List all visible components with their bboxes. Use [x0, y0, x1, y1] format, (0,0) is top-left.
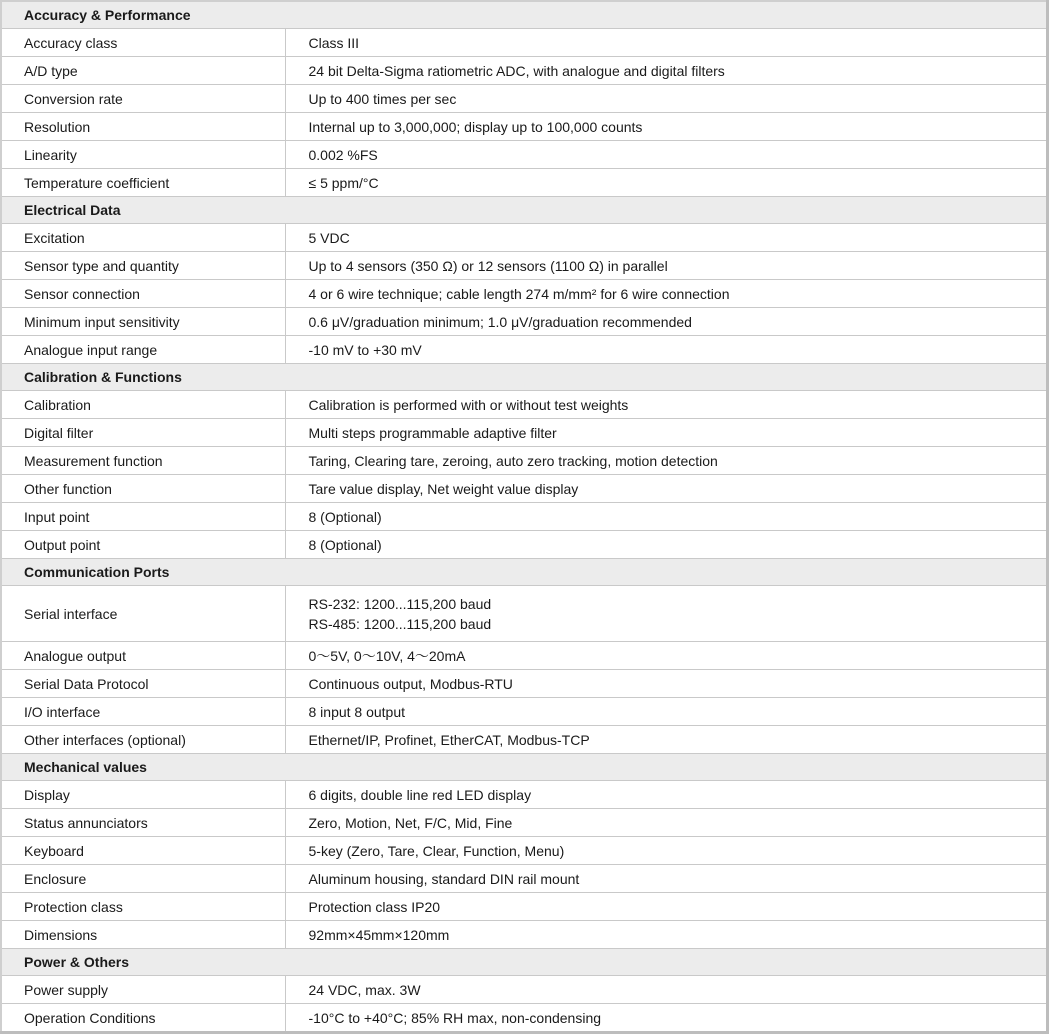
table-row — [1, 670, 1047, 698]
table-row — [1, 531, 1047, 559]
spec-value: 0.6 μV/graduation minimum; 1.0 μV/graduation recommended — [285, 308, 1047, 336]
spec-value: Class III — [285, 29, 1047, 57]
spec-label: Analogue input range — [1, 336, 285, 364]
spec-label: Temperature coefficient — [1, 169, 285, 197]
table-row — [1, 586, 1047, 642]
spec-label: Other function — [1, 475, 285, 503]
table-row — [1, 29, 1047, 57]
spec-value: 4 or 6 wire technique; cable length 274 m/mm² for 6 wire connection — [285, 280, 1047, 308]
spec-label: Serial Data Protocol — [1, 670, 285, 698]
spec-value: ≤ 5 ppm/°C — [285, 169, 1047, 197]
spec-label: Accuracy class — [1, 29, 285, 57]
section-header-accuracy-performance — [1, 1, 1047, 29]
spec-label: Protection class — [1, 893, 285, 921]
spec-label: Digital filter — [1, 419, 285, 447]
spec-label: Power supply — [1, 976, 285, 1004]
spec-value: 8 (Optional) — [285, 531, 1047, 559]
spec-label: Excitation — [1, 224, 285, 252]
spec-label: Enclosure — [1, 865, 285, 893]
table-row — [1, 809, 1047, 837]
spec-value: Calibration is performed with or without test weights — [285, 391, 1047, 419]
section-title: Power & Others — [1, 949, 1047, 976]
section-header-electrical-data — [1, 197, 1047, 224]
spec-label: Display — [1, 781, 285, 809]
table-row — [1, 837, 1047, 865]
spec-value: -10 mV to +30 mV — [285, 336, 1047, 364]
spec-value: Aluminum housing, standard DIN rail mount — [285, 865, 1047, 893]
spec-value: Tare value display, Net weight value display — [285, 475, 1047, 503]
spec-value: Protection class IP20 — [285, 893, 1047, 921]
section-title: Calibration & Functions — [1, 364, 1047, 391]
table-row — [1, 113, 1047, 141]
spec-value: Internal up to 3,000,000; display up to 100,000 counts — [285, 113, 1047, 141]
spec-label: Resolution — [1, 113, 285, 141]
section-title: Communication Ports — [1, 559, 1047, 586]
table-row — [1, 781, 1047, 809]
table-row — [1, 419, 1047, 447]
spec-value: Continuous output, Modbus-RTU — [285, 670, 1047, 698]
spec-label: Keyboard — [1, 837, 285, 865]
spec-value: 8 (Optional) — [285, 503, 1047, 531]
table-row — [1, 85, 1047, 113]
spec-label: Other interfaces (optional) — [1, 726, 285, 754]
spec-label: Measurement function — [1, 447, 285, 475]
spec-label: Operation Conditions — [1, 1004, 285, 1033]
table-row — [1, 336, 1047, 364]
table-row — [1, 475, 1047, 503]
spec-value-line: RS-485: 1200...115,200 baud — [308, 615, 492, 632]
section-title: Accuracy & Performance — [1, 1, 1047, 29]
table-row — [1, 280, 1047, 308]
spec-label: I/O interface — [1, 698, 285, 726]
spec-value: Multi steps programmable adaptive filter — [285, 419, 1047, 447]
table-row — [1, 726, 1047, 754]
table-row — [1, 893, 1047, 921]
spec-value-line: RS-232: 1200...115,200 baud — [308, 595, 492, 612]
table-row — [1, 976, 1047, 1004]
spec-value: 92mm×45mm×120mm — [285, 921, 1047, 949]
spec-value: 0～5V, 0～10V, 4～20mA — [285, 642, 1047, 670]
spec-value: Up to 400 times per sec — [285, 85, 1047, 113]
spec-value: 24 VDC, max. 3W — [285, 976, 1047, 1004]
spec-label: Sensor connection — [1, 280, 285, 308]
spec-value: Zero, Motion, Net, F/C, Mid, Fine — [285, 809, 1047, 837]
spec-label: Output point — [1, 531, 285, 559]
spec-label: Input point — [1, 503, 285, 531]
spec-value: Taring, Clearing tare, zeroing, auto zero tracking, motion detection — [285, 447, 1047, 475]
spec-value: 5-key (Zero, Tare, Clear, Function, Menu) — [285, 837, 1047, 865]
table-row — [1, 169, 1047, 197]
spec-label: Serial interface — [1, 586, 285, 642]
spec-label: Minimum input sensitivity — [1, 308, 285, 336]
spec-label: Conversion rate — [1, 85, 285, 113]
spec-value: Up to 4 sensors (350 Ω) or 12 sensors (1100 Ω) in parallel — [285, 252, 1047, 280]
table-row — [1, 503, 1047, 531]
spec-value: 24 bit Delta-Sigma ratiometric ADC, with analogue and digital filters — [285, 57, 1047, 85]
spec-label: Status annunciators — [1, 809, 285, 837]
spec-label: A/D type — [1, 57, 285, 85]
section-header-communication-ports — [1, 559, 1047, 586]
spec-value: -10°C to +40°C; 85% RH max, non-condensing — [285, 1004, 1047, 1033]
table-row — [1, 642, 1047, 670]
spec-label: Calibration — [1, 391, 285, 419]
table-row — [1, 224, 1047, 252]
spec-value: Ethernet/IP, Profinet, EtherCAT, Modbus-TCP — [285, 726, 1047, 754]
table-row — [1, 447, 1047, 475]
table-row — [1, 252, 1047, 280]
table-row — [1, 1004, 1047, 1033]
table-row — [1, 308, 1047, 336]
table-row — [1, 698, 1047, 726]
spec-label: Sensor type and quantity — [1, 252, 285, 280]
spec-value: 8 input 8 output — [285, 698, 1047, 726]
section-header-calibration-functions — [1, 364, 1047, 391]
section-header-power-others — [1, 949, 1047, 976]
section-title: Electrical Data — [1, 197, 1047, 224]
spec-label: Analogue output — [1, 642, 285, 670]
spec-label: Dimensions — [1, 921, 285, 949]
table-row — [1, 921, 1047, 949]
section-header-mechanical-values — [1, 754, 1047, 781]
table-row — [1, 865, 1047, 893]
spec-value: 5 VDC — [285, 224, 1047, 252]
spec-label: Linearity — [1, 141, 285, 169]
spec-value: 0.002 %FS — [285, 141, 1047, 169]
table-row — [1, 391, 1047, 419]
spec-value — [285, 586, 1047, 642]
section-title: Mechanical values — [1, 754, 1047, 781]
spec-value: 6 digits, double line red LED display — [285, 781, 1047, 809]
table-row — [1, 141, 1047, 169]
table-row — [1, 57, 1047, 85]
